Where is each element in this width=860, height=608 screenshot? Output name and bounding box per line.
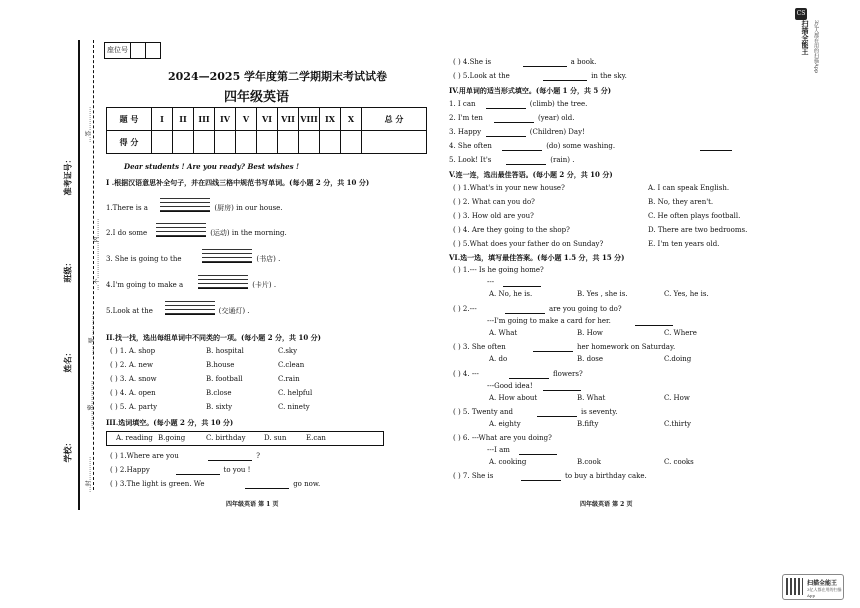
answer-blank[interactable]: [543, 390, 581, 391]
mc-dialogue-line: ---: [487, 278, 495, 286]
score-header-cell: I: [152, 108, 173, 131]
score-table: [106, 107, 427, 154]
score-cell[interactable]: [278, 131, 299, 154]
mc-question: ( ) 6. ---What are you doing?: [453, 434, 552, 442]
score-header-cell: X: [341, 108, 362, 131]
mc-option: B. What: [577, 394, 606, 402]
answer-blank[interactable]: [521, 480, 561, 481]
score-cell[interactable]: [257, 131, 278, 154]
answer-blank[interactable]: [533, 351, 573, 352]
seat-number-label: 座位号: [105, 43, 131, 58]
sentence-hint-suffix: (书店) .: [256, 255, 281, 263]
word-bank-item: B.going: [158, 434, 186, 442]
answer-blank[interactable]: [509, 378, 549, 379]
page-1-footer: 四年级英语 第 1 页: [226, 501, 279, 508]
form-suffix: (climb) the tree.: [529, 100, 588, 108]
sentence-hint-suffix: (交通灯) .: [218, 307, 250, 315]
score-header-cell: VIII: [299, 108, 320, 131]
sentence-prefix: 5.Look at the: [106, 307, 153, 315]
form-sentence: 3. Happy: [449, 128, 482, 136]
scanner-logo-icon: CS: [795, 8, 807, 20]
form-sentence: 1. I can: [449, 100, 476, 108]
score-header-cell: III: [194, 108, 215, 131]
choice-option-c: C. ninety: [278, 403, 310, 411]
mc-option: C. Where: [664, 329, 697, 337]
mc-option: C.doing: [664, 355, 692, 363]
answer-blank[interactable]: [519, 454, 557, 455]
match-question: ( ) 2. What can you do?: [453, 198, 535, 206]
section-1-title: I .根据汉语意思补全句子，并在四线三格中规范书写单词。(每小题 2 分，共 10 分): [106, 178, 370, 187]
four-line-grid-blank[interactable]: [156, 236, 206, 237]
choice-option-a: ( ) 5. A. party: [110, 403, 158, 411]
score-header-cell: VI: [257, 108, 278, 131]
writing-grid-line: [202, 249, 252, 250]
score-cell[interactable]: [194, 131, 215, 154]
section-4-title: IV.用单词的适当形式填空。(每小题 1 分，共 5 分): [449, 86, 612, 95]
section-6-title: VI.选一选，填写最佳答案。(每小题 1.5 分，共 15 分): [449, 253, 625, 262]
writing-grid-line: [160, 206, 210, 207]
writing-grid-line: [198, 275, 248, 276]
mc-dialogue-line: ---Good idea!: [487, 382, 533, 390]
section-5-title: V.连一连，选出最佳答语。(每小题 2 分，共 10 分): [449, 170, 613, 179]
answer-blank[interactable]: [635, 325, 673, 326]
mc-question: ( ) 3. She often: [453, 343, 506, 351]
fill-in-sentence: ( ) 2.Happy: [110, 466, 150, 474]
mc-option: C.thirty: [664, 420, 692, 428]
mc-question-suffix: flowers?: [553, 370, 583, 378]
choice-option-b: B. football: [206, 375, 243, 383]
four-line-grid-blank[interactable]: [202, 262, 252, 263]
scanner-brand-tagline: 3亿人都在用的扫描App: [813, 20, 819, 74]
mc-question: ( ) 2.---: [453, 305, 477, 313]
writing-grid-line: [156, 227, 206, 228]
sentence-prefix: 1.There is a: [106, 204, 148, 212]
choice-option-b: B.close: [206, 389, 232, 397]
answer-blank[interactable]: [494, 122, 534, 123]
fill-in-suffix: ?: [256, 452, 261, 460]
fill-in-suffix: to you !: [223, 466, 251, 474]
score-cell[interactable]: [299, 131, 320, 154]
mc-question: ( ) 7. She is: [453, 472, 494, 480]
qr-code-badge: [782, 574, 844, 600]
score-cell[interactable]: [362, 131, 427, 154]
writing-grid-line: [202, 257, 252, 258]
page-2-footer: 四年级英语 第 2 页: [580, 501, 633, 508]
mc-option: A. How about: [489, 394, 538, 402]
score-row-label: 得 分: [107, 131, 152, 154]
mc-option: B.cook: [577, 458, 601, 466]
writing-grid-line: [156, 231, 206, 232]
mc-question: ( ) 5. Twenty and: [453, 408, 514, 416]
exam-title: 2024—2025 学年度第二学期期末考试试卷: [168, 70, 388, 83]
mc-dialogue-line: ---I'm going to make a card for her.: [487, 317, 611, 325]
binding-cut-text: …不………………内………: [93, 218, 101, 291]
exam-subject: 四年级英语: [224, 90, 290, 105]
exam-number-label: 准考证号：: [62, 155, 73, 196]
match-answer: D. There are two bedrooms.: [648, 226, 748, 234]
match-answer: E. I'm ten years old.: [648, 240, 720, 248]
binding-border: [78, 40, 80, 510]
class-label: 班级：: [62, 258, 73, 283]
mc-question-suffix: is seventy.: [581, 408, 618, 416]
match-answer: A. I can speak English.: [648, 184, 730, 192]
fill-in-suffix: in the sky.: [591, 72, 627, 80]
score-cell[interactable]: [152, 131, 173, 154]
section-3-title: III.选词填空。(每小题 2 分，共 10 分): [106, 418, 234, 427]
sentence-prefix: 3. She is going to the: [106, 255, 182, 263]
badge-brand-tagline: 3亿人都在用的扫描App: [807, 587, 842, 598]
match-question: ( ) 4. Are they going to the shop?: [453, 226, 570, 234]
choice-option-a: ( ) 2. A. new: [110, 361, 153, 369]
score-cell[interactable]: [236, 131, 257, 154]
score-cell[interactable]: [341, 131, 362, 154]
sentence-hint-suffix: (厨房) in our house.: [214, 204, 283, 212]
mc-question-suffix: her homework on Saturday.: [577, 343, 676, 351]
word-bank-item: D. sun: [264, 434, 287, 442]
answer-blank[interactable]: [543, 80, 587, 81]
binding-cut-text: ……要…………: [88, 313, 96, 356]
writing-grid-line: [160, 202, 210, 203]
answer-blank[interactable]: [506, 164, 546, 165]
fill-in-suffix: a book.: [570, 58, 597, 66]
section-2-title: II.找一找，选出每组单词中不同类的一项。(每小题 2 分，共 10 分): [106, 333, 321, 342]
answer-blank[interactable]: [505, 313, 545, 314]
answer-blank[interactable]: [537, 416, 577, 417]
four-line-grid-blank[interactable]: [160, 211, 210, 212]
binding-cut-text: …答…………: [85, 106, 93, 143]
mc-option: B.fifty: [577, 420, 599, 428]
match-question: ( ) 5.What does your father do on Sunday?: [453, 240, 604, 248]
fill-in-suffix: go now.: [293, 480, 321, 488]
answer-blank[interactable]: [503, 286, 541, 287]
sentence-hint-suffix: (运动) in the morning.: [210, 229, 287, 237]
form-suffix: (do) some washing.: [546, 142, 616, 150]
writing-grid-line: [198, 279, 248, 280]
answer-blank[interactable]: [486, 108, 526, 109]
mc-option: A. No, he is.: [489, 290, 533, 298]
choice-option-b: B.house: [206, 361, 235, 369]
answer-blank[interactable]: [208, 460, 252, 461]
score-header-cell: 总 分: [362, 108, 427, 131]
answer-blank[interactable]: [486, 136, 526, 137]
name-label: 姓名：: [62, 348, 73, 373]
word-bank-item: A. reading: [116, 434, 153, 442]
fill-in-sentence: ( ) 5.Look at the: [453, 72, 510, 80]
scanner-brand-name: 扫描全能王: [801, 20, 810, 55]
match-question: ( ) 1.What's in your new house?: [453, 184, 565, 192]
match-answer: C. He often plays football.: [648, 212, 741, 220]
choice-option-b: B. hospital: [206, 347, 244, 355]
form-sentence: 5. Look! It's: [449, 156, 492, 164]
mc-option: C. cooks: [664, 458, 694, 466]
mc-option: B. How: [577, 329, 603, 337]
form-suffix: (year) old.: [538, 114, 575, 122]
qr-code-icon: [786, 578, 803, 595]
answer-blank[interactable]: [245, 488, 289, 489]
score-header-cell: II: [173, 108, 194, 131]
seat-cell[interactable]: [146, 43, 160, 58]
fill-in-sentence: ( ) 3.The light is green. We: [110, 480, 205, 488]
choice-option-c: C.rain: [278, 375, 300, 383]
score-header-row: [107, 108, 427, 131]
mc-question-suffix: to buy a birthday cake.: [565, 472, 647, 480]
choice-option-b: B. sixty: [206, 403, 233, 411]
score-header-cell: IX: [320, 108, 341, 131]
form-sentence: 2. I'm ten: [449, 114, 483, 122]
choice-option-a: ( ) 3. A. snow: [110, 375, 157, 383]
score-cell[interactable]: [173, 131, 194, 154]
binding-cut-text: …封…………: [85, 456, 93, 493]
form-sentence: 4. She often: [449, 142, 492, 150]
school-label: 学校：: [62, 438, 73, 463]
choice-option-c: C.clean: [278, 361, 305, 369]
four-line-grid-blank[interactable]: [165, 314, 215, 315]
mc-option: B. dose: [577, 355, 604, 363]
mc-option: C. How: [664, 394, 690, 402]
score-cell[interactable]: [215, 131, 236, 154]
mc-option: A. What: [489, 329, 518, 337]
seat-cell[interactable]: [131, 43, 146, 58]
answer-blank[interactable]: [502, 150, 542, 151]
mc-question-suffix: are you going to do?: [549, 305, 622, 313]
score-header-cell: IV: [215, 108, 236, 131]
word-bank-item: E.can: [306, 434, 326, 442]
mc-dialogue-line: ---I am: [487, 446, 510, 454]
writing-grid-line: [165, 301, 215, 302]
form-suffix: (rain) .: [550, 156, 575, 164]
writing-grid-line: [198, 283, 248, 284]
mc-option: A. do: [489, 355, 508, 363]
match-answer: B. No, they aren't.: [648, 198, 714, 206]
mc-question: ( ) 4. ---: [453, 370, 479, 378]
answer-blank[interactable]: [523, 66, 567, 67]
choice-option-a: ( ) 4. A. open: [110, 389, 156, 397]
writing-grid-line: [202, 253, 252, 254]
word-bank-item: C. birthday: [206, 434, 246, 442]
mc-option: A. eighty: [489, 420, 521, 428]
score-header-cell: V: [236, 108, 257, 131]
score-value-row: [107, 131, 427, 154]
fill-in-sentence: ( ) 4.She is: [453, 58, 492, 66]
binding-cut-text: ………密…………: [87, 380, 95, 429]
mc-option: C. Yes, he is.: [664, 290, 709, 298]
mc-option: A. cooking: [489, 458, 527, 466]
writing-grid-line: [160, 198, 210, 199]
writing-grid-line: [165, 309, 215, 310]
greeting: Dear students ! Are you ready? Best wishes !: [124, 162, 300, 171]
mc-option: B. Yes , she is.: [577, 290, 628, 298]
writing-grid-line: [156, 223, 206, 224]
four-line-grid-blank[interactable]: [198, 288, 248, 289]
form-suffix: (Children) Day!: [529, 128, 585, 136]
fill-in-sentence: ( ) 1.Where are you: [110, 452, 179, 460]
extra-blank[interactable]: [700, 150, 732, 151]
seat-number-box[interactable]: [104, 42, 161, 59]
answer-blank[interactable]: [176, 474, 220, 475]
writing-grid-line: [165, 305, 215, 306]
score-header-label: 题 号: [107, 108, 152, 131]
choice-option-a: ( ) 1. A. shop: [110, 347, 156, 355]
sentence-prefix: 4.I'm going to make a: [106, 281, 184, 289]
score-cell[interactable]: [320, 131, 341, 154]
choice-option-c: C.sky: [278, 347, 298, 355]
score-header-cell: VII: [278, 108, 299, 131]
badge-brand-name: 扫描全能王: [807, 580, 838, 587]
mc-question: ( ) 1.--- Is he going home?: [453, 266, 544, 274]
sentence-prefix: 2.I do some: [106, 229, 148, 237]
match-question: ( ) 3. How old are you?: [453, 212, 534, 220]
choice-option-c: C. helpful: [278, 389, 313, 397]
sentence-hint-suffix: (卡片) .: [252, 281, 277, 289]
